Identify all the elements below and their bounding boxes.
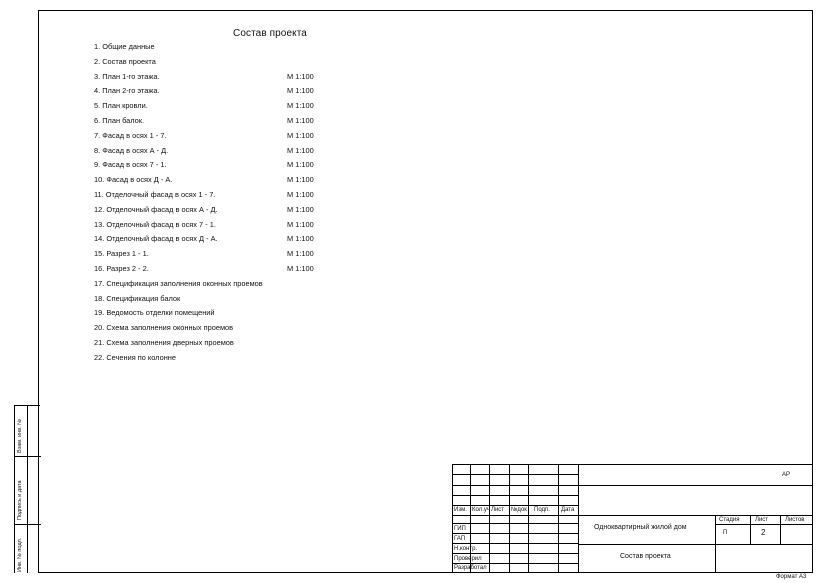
list-item-label: 12. Отделочный фасад в осях А - Д. bbox=[94, 204, 218, 214]
list-item-scale: М 1:100 bbox=[287, 249, 314, 259]
list-item bbox=[94, 188, 334, 203]
list-item bbox=[94, 232, 334, 247]
list-item bbox=[94, 70, 334, 85]
list-item-label: 9. Фасад в осях 7 - 1. bbox=[94, 160, 167, 170]
role-gap: ГАП bbox=[454, 536, 466, 542]
list-item-scale: М 1:100 bbox=[287, 145, 314, 155]
list-item-label: 19. Ведомость отделки помещений bbox=[94, 308, 215, 318]
list-item bbox=[94, 203, 334, 218]
side-label-inventory: Инв. № подл. bbox=[17, 537, 23, 572]
list-item-label: 18. Спецификация балок bbox=[94, 293, 181, 303]
list-item bbox=[94, 218, 334, 233]
list-item bbox=[94, 40, 334, 55]
sheet-label: Лист bbox=[755, 517, 769, 523]
list-item-label: 8. Фасад в осях А - Д. bbox=[94, 145, 169, 155]
list-item bbox=[94, 306, 334, 321]
col-ndok: №док bbox=[511, 507, 527, 513]
col-list: Лист bbox=[491, 507, 505, 513]
list-item-label: 4. План 2-го этажа. bbox=[94, 86, 160, 96]
col-kol: Кол.уч bbox=[472, 507, 490, 513]
list-item-label: 10. Фасад в осях Д - А. bbox=[94, 175, 173, 185]
list-item bbox=[94, 247, 334, 262]
list-item-scale: М 1:100 bbox=[287, 204, 314, 214]
list-item-scale: М 1:100 bbox=[287, 219, 314, 229]
list-item-scale: М 1:100 bbox=[287, 160, 314, 170]
list-item bbox=[94, 84, 334, 99]
list-item-label: 3. План 1-го этажа. bbox=[94, 71, 160, 81]
list-item-scale: М 1:100 bbox=[287, 71, 314, 81]
list-item-scale: М 1:100 bbox=[287, 263, 314, 273]
list-item-label: 20. Схема заполнения оконных проемов bbox=[94, 323, 234, 333]
list-item-label: 15. Разрез 1 - 1. bbox=[94, 249, 149, 259]
format-label: Формат А3 bbox=[776, 574, 807, 580]
list-item-label: 5. План кровли. bbox=[94, 101, 148, 111]
side-stamp bbox=[14, 405, 40, 573]
list-item bbox=[94, 158, 334, 173]
list-item bbox=[94, 114, 334, 129]
list-item-scale: М 1:100 bbox=[287, 101, 314, 111]
sheets-label: Листов bbox=[785, 517, 805, 523]
building-name: Одноквартирный жилой дом bbox=[594, 524, 687, 531]
list-item-scale: М 1:100 bbox=[287, 86, 314, 96]
list-item-scale: М 1:100 bbox=[287, 234, 314, 244]
list-item-label: 14. Отделочный фасад в осях Д - А. bbox=[94, 234, 218, 244]
list-item bbox=[94, 173, 334, 188]
list-item bbox=[94, 292, 334, 307]
list-item-scale: М 1:100 bbox=[287, 115, 314, 125]
list-item bbox=[94, 99, 334, 114]
list-item bbox=[94, 144, 334, 159]
contents-list bbox=[94, 40, 334, 366]
list-item-scale: М 1:100 bbox=[287, 130, 314, 140]
list-item-scale: М 1:100 bbox=[287, 189, 314, 199]
side-label-signature: Подпись и дата bbox=[17, 480, 23, 520]
col-podp: Подп. bbox=[534, 507, 550, 513]
list-item-label: 6. План балок. bbox=[94, 115, 145, 125]
stage-value: П bbox=[723, 530, 728, 536]
list-item-label: 16. Разрез 2 - 2. bbox=[94, 263, 149, 273]
list-item bbox=[94, 321, 334, 336]
role-razrabotal: Разработал bbox=[454, 565, 487, 571]
role-nkontr: Н.контр. bbox=[454, 546, 478, 552]
list-item-label: 13. Отделочный фасад в осях 7 - 1. bbox=[94, 219, 216, 229]
list-item-label: 7. Фасад в осях 1 - 7. bbox=[94, 130, 167, 140]
sheet-value: 2 bbox=[761, 528, 766, 537]
title-block bbox=[452, 464, 813, 573]
list-item bbox=[94, 55, 334, 70]
list-item bbox=[94, 129, 334, 144]
list-item-label: 21. Схема заполнения дверных проемов bbox=[94, 337, 234, 347]
role-proveril: Проверил bbox=[454, 556, 482, 562]
list-item-label: 2. Состав проекта bbox=[94, 56, 156, 66]
role-gip: ГИП bbox=[454, 526, 466, 532]
list-item bbox=[94, 262, 334, 277]
list-item-label: 17. Спецификация заполнения оконных проемов bbox=[94, 278, 263, 288]
stage-label: Стадия bbox=[719, 517, 740, 523]
project-code: АР bbox=[782, 472, 791, 478]
page-title: Состав проекта bbox=[233, 28, 307, 39]
col-izm: Изм. bbox=[454, 507, 467, 513]
sheet-name: Состав проекта bbox=[620, 553, 671, 560]
list-item-label: 22. Сечения по колонне bbox=[94, 352, 176, 362]
col-data: Дата bbox=[561, 507, 575, 513]
list-item bbox=[94, 336, 334, 351]
list-item-label: 1. Общие данные bbox=[94, 42, 155, 51]
side-label-replace: Взам. инв. № bbox=[17, 418, 23, 453]
list-item-label: 11. Отделочный фасад в осях 1 - 7. bbox=[94, 189, 216, 199]
list-item-scale: М 1:100 bbox=[287, 175, 314, 185]
list-item bbox=[94, 351, 334, 366]
list-item bbox=[94, 277, 334, 292]
